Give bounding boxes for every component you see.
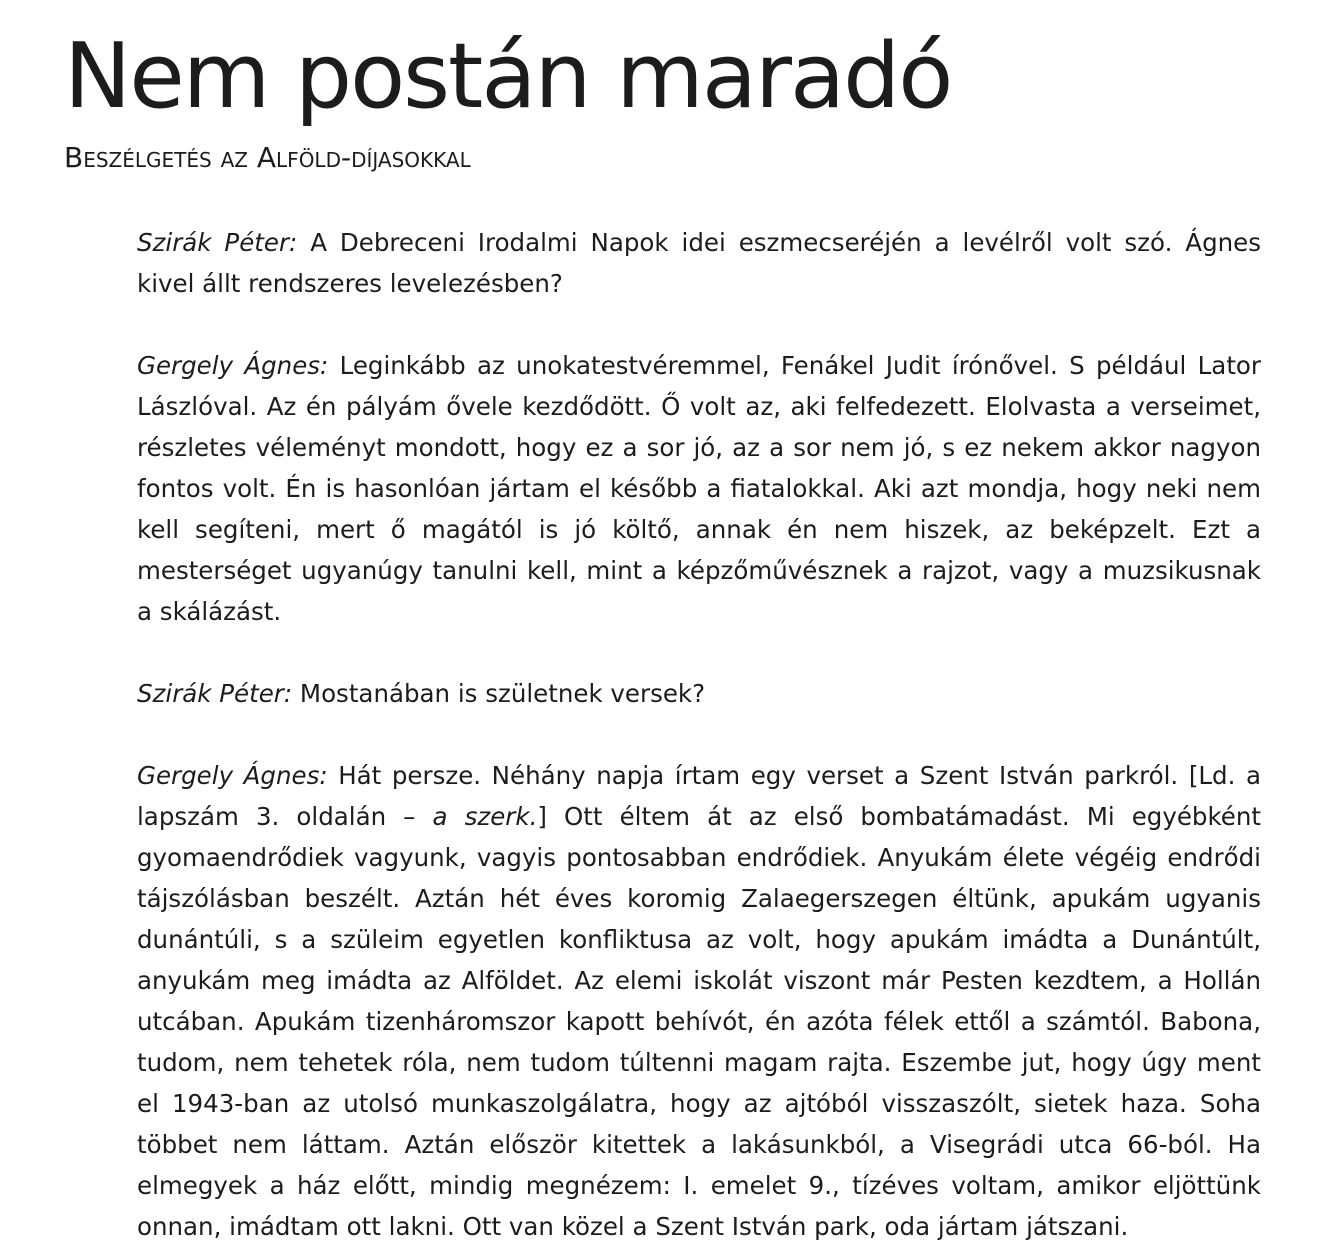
speaker-name: Gergely Ágnes: [137,761,328,790]
speaker-name: Szirák Péter: [137,228,298,257]
interview-body [137,222,1261,1256]
dialogue-text-continued: ] Ott éltem át az első bombatámadást. Mi egyébként gyomaendrődiek vagyunk, vagyis pontosabban endrődiek. Anyukám élete végéig endrődi tájszólásban beszélt. Aztán hét éves koromig Zalaegerszegen éltünk, apukám ugyanis dunántúli, s a szüleim egyetlen konfliktusa az volt, hogy apukám imádta a Dunántúlt, anyukám meg imádta az Alföldet. Az elemi iskolát viszont már Pesten kezdtem, a Hollán utcában. Apukám tizenháromszor kapott behívót, én azóta félek ettől a számtól. Babona, tudom, nem tehetek róla, nem tudom túltenni magam rajta. Eszembe jut, hogy úgy ment el 1943-ban az utolsó munkaszolgálatra, hogy az ajtóból visszaszólt, sietek haza. Soha többet nem láttam. Aztán először kitettek a lakásunkból, a Visegrádi utca 66-ból. Ha elmegyek a ház előtt, mindig megnézem: I. emelet 9., tízéves voltam, amikor eljöttünk onnan, imádtam ott lakni. Ott van közel a Szent István park, oda jártam játszani. [137,802,1261,1241]
article-title: Nem postán maradó [64,24,952,129]
dialogue-paragraph [137,345,1261,632]
editor-note: a szerk. [432,802,538,831]
speaker-name: Gergely Ágnes: [137,351,329,380]
speaker-name: Szirák Péter: [137,679,293,708]
dialogue-text: Hát persze. Néhány napja írtam egy verset a Szent István parkról. [Ld. a lapszám 3. oldalán – [137,761,1261,831]
dialogue-paragraph [137,222,1261,304]
dialogue-text: Leginkább az unokatestvéremmel, Fenákel Judit írónővel. S például Lator Lászlóval. Az én pályám ővele kezdődött. Ő volt az, aki felfedezett. Elolvasta a verseimet, részletes véleményt mondott, hogy ez a sor jó, az a sor nem jó, s ez nekem akkor nagyon fontos volt. Én is hasonlóan jártam el később a fiatalokkal. Aki azt mondja, hogy neki nem kell segíteni, mert ő magától is jó költő, annak én nem hiszek, az beképzelt. Ezt a mesterséget ugyanúgy tanulni kell, mint a képzőművésznek a rajzot, vagy a muzsikusnak a skálázást. [137,351,1261,626]
dialogue-text: A Debreceni Irodalmi Napok idei eszmecseréjén a levélről volt szó. Ágnes kivel állt rendszeres levelezésben? [137,228,1261,298]
article-subtitle: Beszélgetés az Alföld-díjasokkal [64,141,471,174]
dialogue-text: Mostanában is születnek versek? [292,679,706,708]
dialogue-paragraph [137,673,1261,714]
dialogue-paragraph [137,755,1261,1247]
